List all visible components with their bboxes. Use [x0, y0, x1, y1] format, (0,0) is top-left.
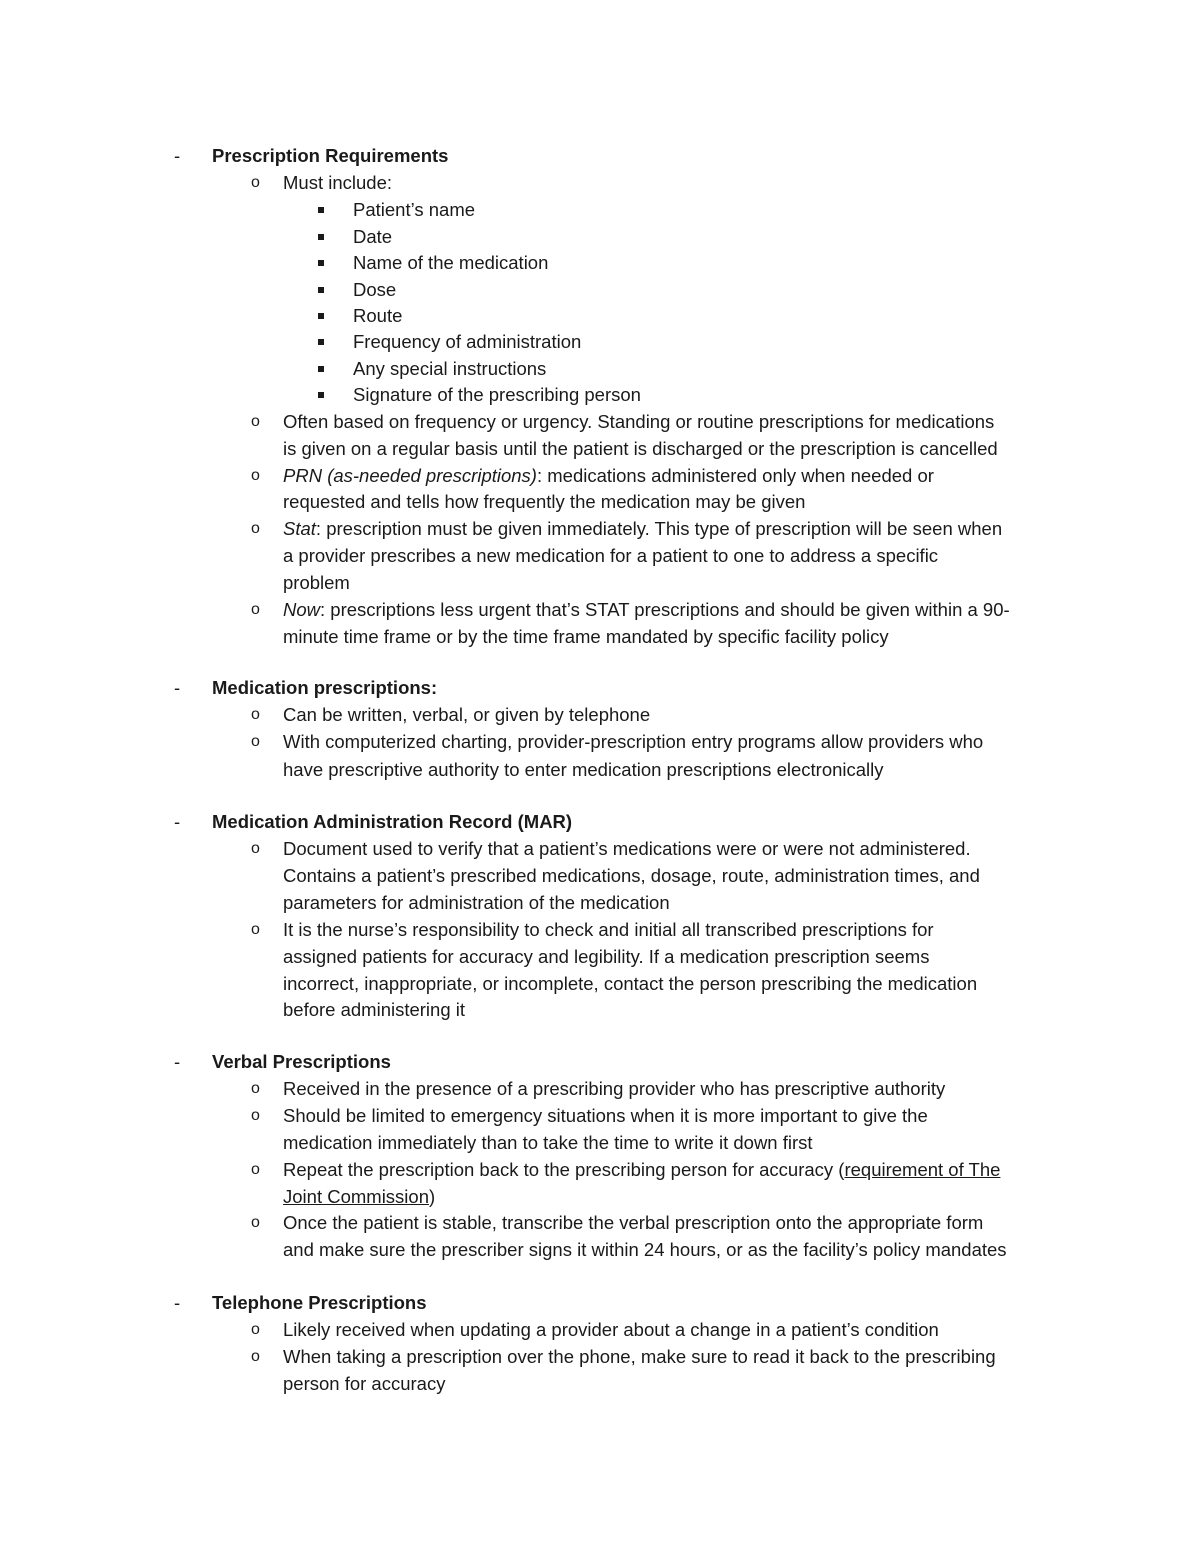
list-item-line: Document used to verify that a patient’s medications were or were not administered. [283, 838, 971, 859]
must-include-item: Route [353, 305, 403, 326]
circle-bullet: o [251, 467, 260, 484]
prn-line-2: requested and tells how frequently the medication may be given [283, 491, 806, 512]
dash-marker: - [174, 811, 181, 832]
list-item-line [283, 1157, 1000, 1183]
circle-bullet: o [251, 1348, 260, 1365]
section-heading-prescription-requirements: Prescription Requirements [212, 145, 449, 166]
closing-paren: ) [429, 1186, 436, 1207]
dash-marker: - [174, 677, 181, 698]
list-item-line: With computerized charting, provider-prescription entry programs allow providers who [283, 731, 984, 752]
square-bullet-icon [318, 356, 326, 382]
stat-line [283, 516, 1002, 542]
list-item-line: Can be written, verbal, or given by telephone [283, 704, 651, 725]
dash-marker: - [174, 1292, 181, 1313]
prn-term: PRN (as-needed prescriptions) [283, 465, 537, 486]
circle-bullet: o [251, 733, 260, 750]
square-bullet-icon [318, 197, 326, 223]
list-item-line: medication immediately than to take the time to write it down first [283, 1132, 813, 1153]
joint-commission-reference: requirement of The [844, 1159, 1001, 1180]
square-bullet-icon [318, 277, 326, 303]
must-include-item: Name of the medication [353, 252, 549, 273]
list-item-line: It is the nurse’s responsibility to check and initial all transcribed prescriptions for [283, 919, 934, 940]
must-include-item: Patient’s name [353, 199, 476, 220]
circle-bullet: o [251, 413, 260, 430]
stat-definition: : prescription must be given immediately. This type of prescription will be seen when [315, 518, 1003, 539]
now-line [283, 597, 1010, 623]
section-heading-medication-prescriptions: Medication prescriptions: [212, 677, 438, 698]
list-item-line: parameters for administration of the medication [283, 892, 670, 913]
square-bullet-icon [318, 224, 326, 250]
often-line: Often based on frequency or urgency. Standing or routine prescriptions for medications [283, 411, 995, 432]
list-item-line: Likely received when updating a provider about a change in a patient’s condition [283, 1319, 939, 1340]
section-heading-telephone-prescriptions: Telephone Prescriptions [212, 1292, 427, 1313]
circle-bullet: o [251, 1161, 260, 1178]
list-item-line: person for accuracy [283, 1373, 446, 1394]
list-item-line: have prescriptive authority to enter medication prescriptions electronically [283, 759, 884, 780]
square-bullet-icon [318, 382, 326, 408]
list-item-line: When taking a prescription over the phone, make sure to read it back to the prescribing [283, 1346, 996, 1367]
circle-bullet: o [251, 840, 260, 857]
list-item-line: Received in the presence of a prescribing provider who has prescriptive authority [283, 1078, 946, 1099]
now-term: Now [283, 599, 321, 620]
repeat-text: Repeat the prescription back to the prescribing person for accuracy ( [283, 1159, 845, 1180]
circle-bullet: o [251, 706, 260, 723]
section-heading-verbal-prescriptions: Verbal Prescriptions [212, 1051, 391, 1072]
stat-line-3: problem [283, 572, 350, 593]
prn-line [283, 463, 934, 489]
section-heading-mar: Medication Administration Record (MAR) [212, 811, 573, 832]
circle-bullet: o [251, 921, 260, 938]
list-item-line: Should be limited to emergency situations when it is more important to give the [283, 1105, 928, 1126]
list-item-line: before administering it [283, 999, 466, 1020]
must-include-item: Any special instructions [353, 358, 547, 379]
circle-bullet: o [251, 1321, 260, 1338]
circle-bullet: o [251, 1107, 260, 1124]
square-bullet-icon [318, 250, 326, 276]
stat-line-2: a provider prescribes a new medication for a patient to one to address a specific [283, 545, 939, 566]
list-item-line: and make sure the prescriber signs it within 24 hours, or as the facility’s policy mandates [283, 1239, 1007, 1260]
must-include-label: Must include: [283, 172, 392, 193]
circle-bullet: o [251, 520, 260, 537]
circle-bullet: o [251, 174, 260, 191]
list-item-line [283, 1184, 435, 1210]
stat-term: Stat [283, 518, 316, 539]
list-item-line: Once the patient is stable, transcribe the verbal prescription onto the appropriate form [283, 1212, 984, 1233]
now-definition: : prescriptions less urgent that’s STAT prescriptions and should be given within a 90- [320, 599, 1010, 620]
must-include-item: Date [353, 226, 393, 247]
dash-marker: - [174, 145, 181, 166]
circle-bullet: o [251, 601, 260, 618]
must-include-item: Frequency of administration [353, 331, 582, 352]
list-item-line: Contains a patient’s prescribed medications, dosage, route, administration times, and [283, 865, 980, 886]
dash-marker: - [174, 1051, 181, 1072]
now-line-2: minute time frame or by the time frame mandated by specific facility policy [283, 626, 889, 647]
circle-bullet: o [251, 1080, 260, 1097]
list-item-line: assigned patients for accuracy and legibility. If a medication prescription seems [283, 946, 930, 967]
circle-bullet: o [251, 1214, 260, 1231]
list-item-line: incorrect, inappropriate, or incomplete, contact the person prescribing the medication [283, 973, 978, 994]
must-include-item: Signature of the prescribing person [353, 384, 641, 405]
often-line: is given on a regular basis until the patient is discharged or the prescription is cancelled [283, 438, 998, 459]
must-include-item: Dose [353, 279, 397, 300]
joint-commission-reference-2: Joint Commission [283, 1186, 429, 1207]
square-bullet-icon [318, 303, 326, 329]
square-bullet-icon [318, 329, 326, 355]
prn-definition: : medications administered only when needed or [536, 465, 934, 486]
